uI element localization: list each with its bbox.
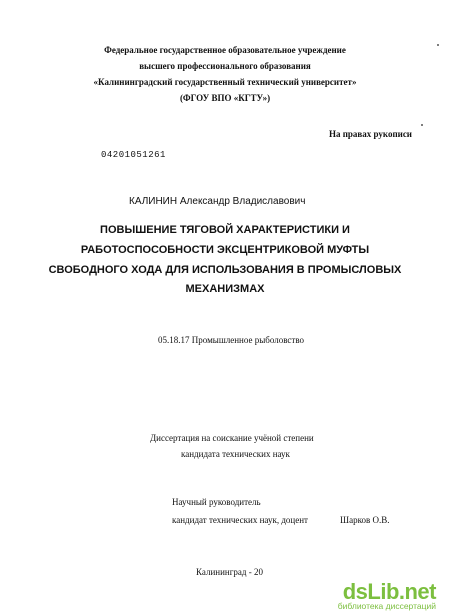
specialty-code: 05.18.17 Промышленное рыболовство bbox=[158, 335, 305, 345]
title-line-3: СВОБОДНОГО ХОДА ДЛЯ ИСПОЛЬЗОВАНИЯ В ПРОМЫСЛОВЫХ bbox=[48, 264, 402, 276]
institution-line-2: высшего профессионального образования bbox=[139, 61, 311, 71]
scan-speck bbox=[421, 124, 423, 126]
watermark-main-text: dsLib.net bbox=[342, 579, 436, 604]
dslib-watermark-logo bbox=[308, 581, 436, 611]
watermark-sub-text: библиотека диссертаций bbox=[337, 601, 436, 611]
title-line-2: РАБОТОСПОСОБНОСТИ ЭКСЦЕНТРИКОВОЙ МУФТЫ bbox=[80, 244, 370, 256]
author-name: КАЛИНИН Александр Владиславович bbox=[129, 196, 306, 207]
supervisor-label: Научный руководитель bbox=[172, 497, 261, 507]
institution-line-4: (ФГОУ ВПО «КГТУ») bbox=[179, 93, 271, 103]
registration-number: 04201051261 bbox=[101, 150, 166, 160]
supervisor-name: Шарков О.В. bbox=[340, 515, 390, 525]
institution-line-1: Федеральное государственное образовательное учреждение bbox=[104, 45, 346, 55]
dissertation-line-1: Диссертация на соискание учёной степени bbox=[150, 433, 314, 443]
footer-place-year: Калининград - 20 bbox=[196, 567, 263, 577]
title-line-1: ПОВЫШЕНИЕ ТЯГОВОЙ ХАРАКТЕРИСТИКИ И bbox=[100, 224, 350, 236]
manuscript-note: На правах рукописи bbox=[328, 129, 412, 139]
institution-line-3: «Калининградский государственный технический университет» bbox=[93, 77, 357, 87]
title-line-4: МЕХАНИЗМАХ bbox=[185, 283, 265, 295]
supervisor-degree: кандидат технических наук, доцент bbox=[172, 515, 308, 525]
dissertation-line-2: кандидата технических наук bbox=[181, 449, 290, 459]
scan-speck bbox=[437, 44, 439, 46]
